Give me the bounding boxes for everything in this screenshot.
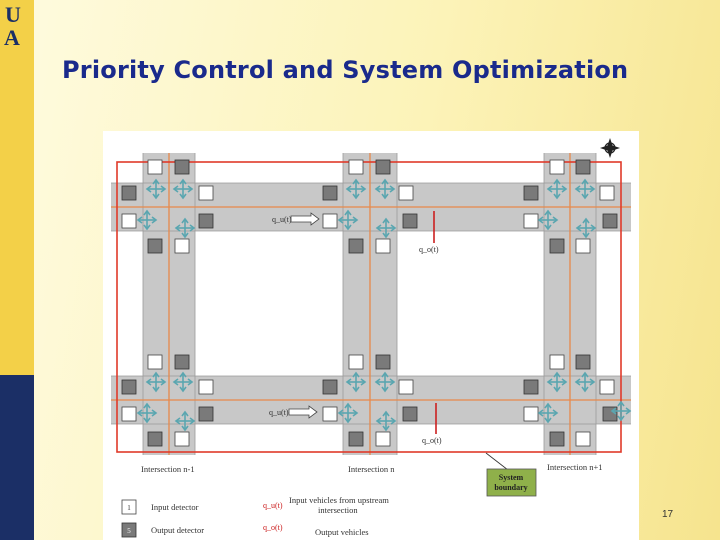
legend-input-vehicles-symbol: q_u(t) bbox=[263, 501, 283, 510]
sidebar-gold-section bbox=[0, 0, 34, 375]
university-logo bbox=[2, 2, 32, 48]
intersection-label-n-plus-1: Intersection n+1 bbox=[547, 462, 603, 472]
legend-input-vehicles-label-line2: intersection bbox=[318, 505, 358, 515]
legend-input-detector-symbol: 1 bbox=[127, 504, 131, 512]
intersection-label-n-minus-1: Intersection n-1 bbox=[141, 464, 195, 474]
network-diagram-figure bbox=[103, 131, 639, 540]
flow-label-in-bottom: q_u(t) bbox=[269, 408, 289, 417]
flow-label-out-bottom: q_o(t) bbox=[422, 436, 442, 445]
svg-text:U: U bbox=[5, 2, 21, 27]
legend-input-detector-label: Input detector bbox=[151, 502, 199, 512]
legend-input-vehicles-label-line1: Input vehicles from upstream bbox=[289, 495, 389, 505]
legend-output-detector-symbol: 5 bbox=[127, 527, 131, 535]
svg-text:A: A bbox=[4, 25, 20, 48]
system-boundary-label-line2: boundary bbox=[494, 483, 528, 492]
legend-output-detector-label: Output detector bbox=[151, 525, 205, 535]
compass-rose-icon bbox=[600, 138, 620, 158]
slide-title: Priority Control and System Optimization bbox=[62, 56, 629, 84]
network-diagram bbox=[103, 131, 639, 540]
intersection-label-n: Intersection n bbox=[348, 464, 395, 474]
legend-output-vehicles-symbol: q_o(t) bbox=[263, 523, 283, 532]
legend bbox=[122, 495, 389, 537]
flow-label-out-top: q_o(t) bbox=[419, 245, 439, 254]
flow-label-in-top: q_u(t) bbox=[272, 215, 292, 224]
sidebar-strip bbox=[0, 0, 34, 540]
boundary-pointer-line bbox=[486, 453, 508, 470]
system-boundary-label-line1: System bbox=[498, 473, 524, 482]
page-number: 17 bbox=[662, 509, 674, 520]
legend-output-vehicles-label: Output vehicles bbox=[315, 527, 369, 537]
